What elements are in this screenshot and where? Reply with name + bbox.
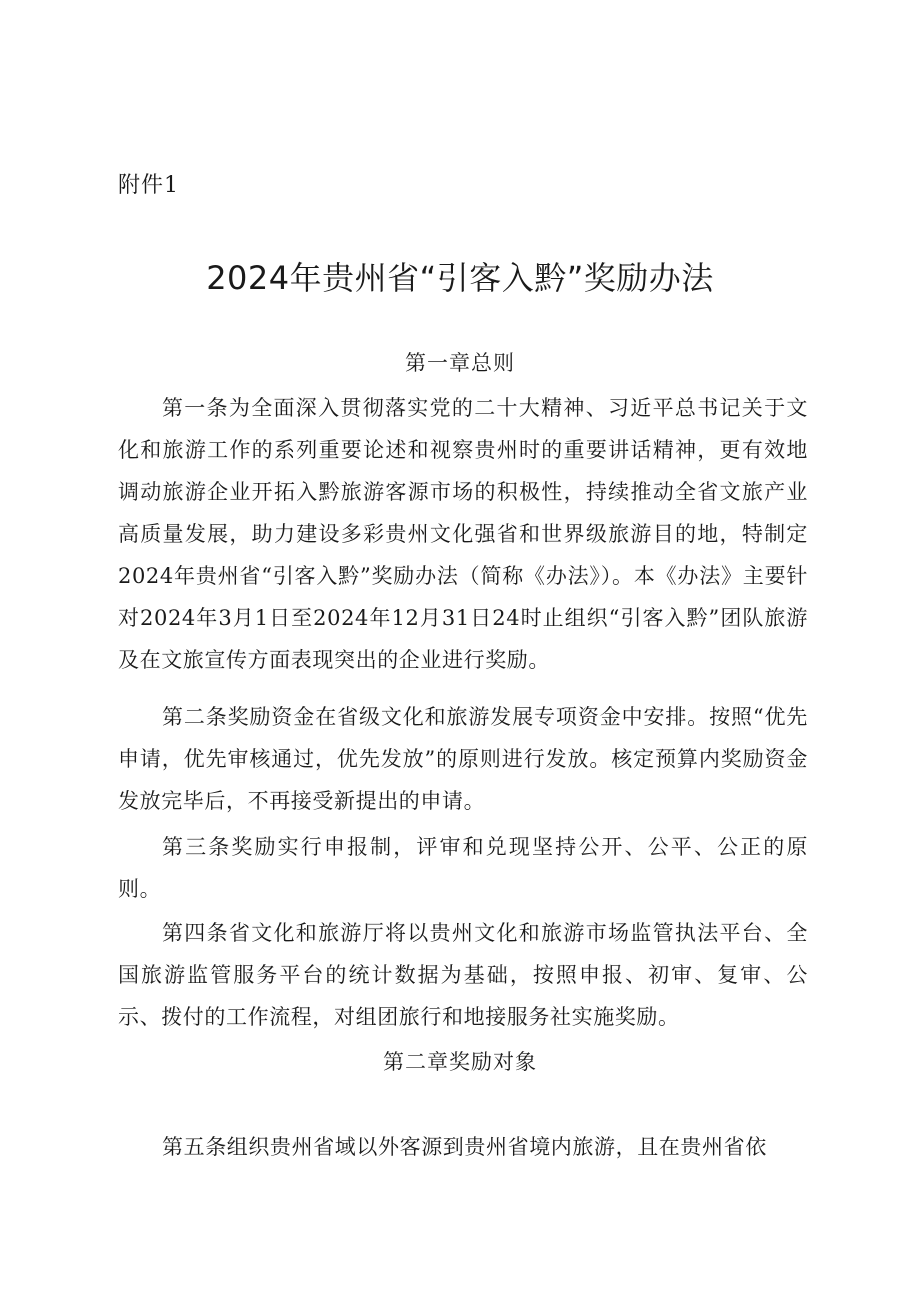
article-4: 第四条省文化和旅游厅将以贵州文化和旅游市场监管执法平台、全国旅游监管服务平台的统计数据为基础，按照申报、初审、复审、公示、拨付的工作流程，对组团旅行和地接服务社实施奖励。 — [118, 921, 808, 1029]
article-3: 第三条奖励实行申报制，评审和兑现坚持公开、公平、公正的原则。 — [118, 835, 808, 901]
article-1: 第一条为全面深入贯彻落实党的二十大精神、习近平总书记关于文化和旅游工作的系列重要论述和视察贵州时的重要讲话精神，更有效地调动旅游企业开拓入黔旅游客源市场的积极性，持续推动全省文旅产业高质量发展，助力建设多彩贵州文化强省和世界级旅游目的地，特制定2024年贵州省“引客入黔”奖励办法（简称《办法》）。本《办法》主要针对2024年3月1日至2024年12月31日24时止组织“引客入黔”团队旅游及在文旅宣传方面表现突出的企业进行奖励。 — [118, 396, 808, 672]
chapter-2-heading: 第二章奖励对象 — [383, 1050, 537, 1074]
chapter-1-heading: 第一章总则 — [405, 351, 515, 375]
article-5: 第五条组织贵州省域以外客源到贵州省境内旅游，且在贵州省依 — [162, 1135, 767, 1159]
article-2: 第二条奖励资金在省级文化和旅游发展专项资金中安排。按照“优先申请，优先审核通过，优先发放”的原则进行发放。核定预算内奖励资金发放完毕后，不再接受新提出的申请。 — [118, 705, 808, 813]
document-title: 2024年贵州省“引客入黔”奖励办法 — [206, 259, 714, 297]
attachment-label: 附件1 — [118, 173, 179, 198]
